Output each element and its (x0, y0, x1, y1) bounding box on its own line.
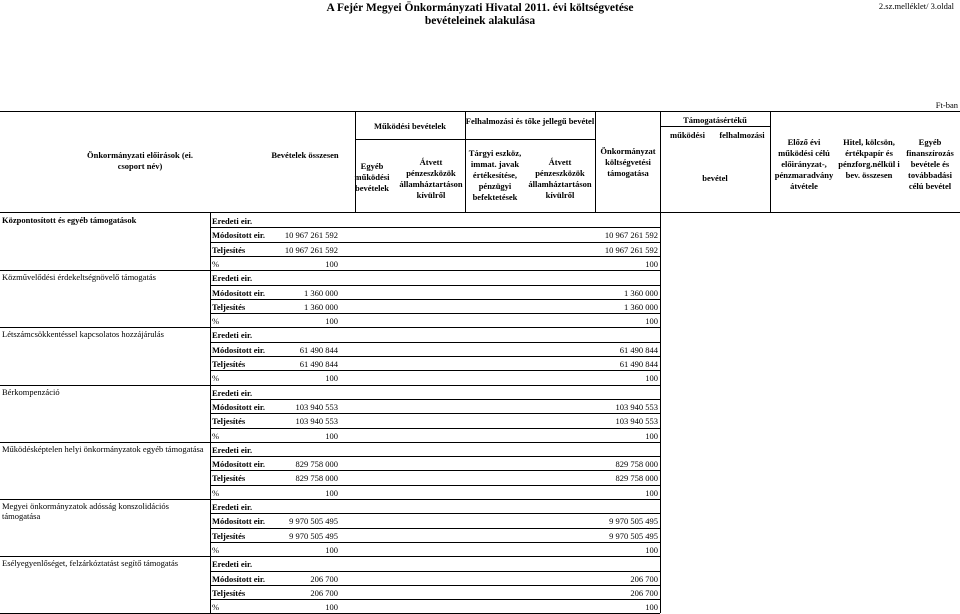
bevetelek-osszesen-value: 206 700 (310, 587, 338, 598)
header-bevetel: bevétel (702, 173, 728, 183)
row-type-label: % (212, 602, 220, 613)
row-divider (210, 299, 660, 300)
onkormanyzat-tamogatas-value: 10 967 261 592 (604, 230, 658, 241)
row-divider (0, 556, 660, 557)
page-subtitle: bevételeinek alakulása (424, 15, 536, 27)
onkormanyzat-tamogatas-value: 61 490 844 (619, 359, 658, 369)
row-divider (210, 485, 660, 486)
row-divider (210, 227, 660, 228)
row-divider (0, 499, 660, 500)
header-targyi-eszkoz: Tárgyi eszköz, immat. javak értékesítése, pénzügyi befektetések (468, 148, 522, 202)
onkormanyzat-tamogatas-value: 100 (645, 544, 658, 555)
bevetelek-osszesen-value: 61 490 844 (299, 359, 338, 369)
onkormanyzat-tamogatas-value: 100 (645, 487, 658, 498)
onkormanyzat-tamogatas-value: 9 970 505 495 (609, 530, 658, 541)
row-divider (210, 528, 660, 529)
onkormanyzat-tamogatas-value: 206 700 (630, 587, 658, 598)
header-hitel-kolcson: Hitel, kölcsön, értékpapír és pénzforg.nélkül i bev. összesen (838, 137, 900, 180)
bevetelek-osszesen-value: 829 758 000 (295, 473, 338, 484)
bevetelek-osszesen-value: 206 700 (310, 573, 338, 584)
onkormanyzat-tamogatas-value: 103 940 553 (615, 416, 658, 427)
row-divider (0, 385, 660, 386)
row-divider (210, 370, 660, 371)
currency-unit: Ft-ban (935, 100, 958, 110)
row-divider (0, 327, 660, 328)
row-type-label: Teljesítés (212, 587, 246, 598)
row-divider (210, 456, 660, 457)
onkormanyzat-tamogatas-value: 1 360 000 (624, 287, 658, 298)
section-label: Megyei önkormányzatok adósság konszolidációs támogatása (2, 501, 169, 521)
row-divider (210, 571, 660, 572)
row-type-label: Módosított eir. (212, 401, 266, 412)
row-type-label: Teljesítés (212, 416, 246, 427)
bevetelek-osszesen-value: 1 360 000 (304, 301, 338, 312)
onkormanyzat-tamogatas-value: 9 970 505 495 (609, 516, 658, 527)
onkormanyzat-tamogatas-value: 829 758 000 (615, 473, 658, 484)
header-group-felhalmozasi: Felhalmozási és tőke jellegű bevétel (465, 116, 595, 126)
header-felhalmozasi: felhalmozási (719, 130, 765, 140)
page-title: A Fejér Megyei Önkormányzati Hivatal 2011. évi költségvetése (326, 2, 634, 14)
row-type-label: Eredeti eir. (212, 444, 253, 455)
row-type-label: Teljesítés (212, 244, 246, 255)
onkormanyzat-tamogatas-value: 100 (645, 430, 658, 441)
section-label: Bérkompenzáció (2, 386, 60, 397)
bevetelek-osszesen-value: 10 967 261 592 (284, 230, 338, 241)
row-divider (210, 342, 660, 343)
header-onkormanyzat-tamogatas: Önkormányzat költségvetési támogatása (600, 146, 656, 178)
bevetelek-osszesen-value: 9 970 505 495 (289, 530, 338, 541)
row-type-label: % (212, 258, 220, 269)
row-type-label: Eredeti eir. (212, 330, 253, 341)
section-label: Közművelődési érdekeltségnövelő támogatás (2, 272, 156, 283)
onkormanyzat-tamogatas-value: 206 700 (630, 573, 658, 584)
section-label: Létszámcsökkentéssel kapcsolatos hozzájárulás (2, 329, 164, 340)
row-type-label: Módosított eir. (212, 287, 266, 298)
row-divider (210, 513, 660, 514)
bevetelek-osszesen-value: 100 (325, 430, 338, 441)
row-type-label: Eredeti eir. (212, 273, 253, 284)
row-type-label: Eredeti eir. (212, 559, 253, 570)
section-label: Központosított és egyéb támogatások (2, 215, 137, 225)
bevetelek-osszesen-value: 9 970 505 495 (289, 516, 338, 527)
bevetelek-osszesen-value: 1 360 000 (304, 287, 338, 298)
page-reference: 2.sz.melléklet/ 3.oldal (878, 1, 954, 11)
bevetelek-osszesen-value: 100 (325, 373, 338, 384)
row-type-label: Eredeti eir. (212, 387, 253, 398)
row-type-label: % (212, 316, 220, 327)
row-divider (210, 313, 660, 314)
onkormanyzat-tamogatas-value: 100 (645, 316, 658, 327)
onkormanyzat-tamogatas-value: 1 360 000 (624, 301, 658, 312)
header-group-mukodesi: Működési bevételek (373, 121, 446, 131)
row-type-label: % (212, 544, 220, 555)
row-type-label: Teljesítés (212, 301, 246, 312)
row-divider (0, 270, 660, 271)
row-divider (210, 399, 660, 400)
row-type-label: Teljesítés (212, 530, 246, 541)
row-divider (210, 585, 660, 586)
section-label: Esélyegyenlőséget, felzárkóztatást segítő támogatás (2, 558, 179, 569)
row-type-label: Eredeti eir. (212, 502, 253, 512)
onkormanyzat-tamogatas-value: 61 490 844 (619, 344, 658, 355)
row-divider (210, 356, 660, 357)
header-egyeb-finanszirozas: Egyéb finanszírozás bevétele és továbbadási célú bevétel (906, 137, 954, 191)
row-divider (210, 413, 660, 414)
bevetelek-osszesen-value: 829 758 000 (295, 459, 338, 470)
bevetelek-osszesen-value: 103 940 553 (295, 416, 338, 427)
row-divider (210, 256, 660, 257)
onkormanyzat-tamogatas-value: 829 758 000 (615, 459, 658, 470)
row-divider (210, 428, 660, 429)
row-divider (210, 542, 660, 543)
bevetelek-osszesen-value: 100 (325, 316, 338, 327)
table-vertical-line (660, 213, 661, 613)
header-atvett-felhalmozasi: Átvett pénzeszközök államháztartáson kívülről (528, 157, 592, 200)
row-divider (210, 470, 660, 471)
row-type-label: Teljesítés (212, 473, 246, 484)
row-divider (0, 442, 660, 443)
header-total: Bevételek összesen (271, 150, 339, 160)
bevetelek-osszesen-value: 100 (325, 544, 338, 555)
row-divider (210, 285, 660, 286)
row-type-label: Módosított eir. (212, 344, 266, 355)
section-label: Működésképtelen helyi önkormányzatok egyéb támogatása (2, 443, 204, 454)
bevetelek-osszesen-value: 100 (325, 258, 338, 269)
header-egyeb-mukodesi: Egyéb működési bevételek (354, 161, 390, 193)
row-type-label: % (212, 373, 220, 384)
row-type-label: Módosított eir. (212, 459, 266, 470)
row-type-label: % (212, 430, 220, 441)
bevetelek-osszesen-value: 100 (325, 487, 338, 498)
header-group-tamogatasertekü: Támogatásértékű (683, 115, 747, 125)
row-divider (210, 599, 660, 600)
row-type-label: Módosított eir. (212, 516, 266, 527)
table-vertical-line (210, 213, 211, 613)
onkormanyzat-tamogatas-value: 100 (645, 258, 658, 269)
row-type-label: Módosított eir. (212, 230, 266, 241)
onkormanyzat-tamogatas-value: 100 (645, 602, 658, 613)
row-type-label: Eredeti eir. (212, 216, 253, 226)
bevetelek-osszesen-value: 100 (325, 602, 338, 613)
header-ei-group: Önkormányzati előirások (ei. csoport név) (86, 150, 193, 171)
header-atvett-mukodesi: Átvett pénzeszközök államháztartáson kívülről (399, 157, 463, 200)
header-elozo-evi: Előző évi működési célú előirányzat-, pénzmaradvány átvétele (774, 137, 834, 191)
onkormanyzat-tamogatas-value: 10 967 261 592 (604, 244, 658, 255)
row-type-label: % (212, 487, 220, 498)
header-mukodesi: működési (670, 130, 705, 140)
row-type-label: Teljesítés (212, 359, 246, 369)
bevetelek-osszesen-value: 10 967 261 592 (284, 244, 338, 255)
onkormanyzat-tamogatas-value: 100 (645, 373, 658, 384)
bevetelek-osszesen-value: 103 940 553 (295, 401, 338, 412)
onkormanyzat-tamogatas-value: 103 940 553 (615, 401, 658, 412)
row-divider (210, 242, 660, 243)
row-type-label: Módosított eir. (212, 573, 266, 584)
bevetelek-osszesen-value: 61 490 844 (299, 344, 338, 355)
